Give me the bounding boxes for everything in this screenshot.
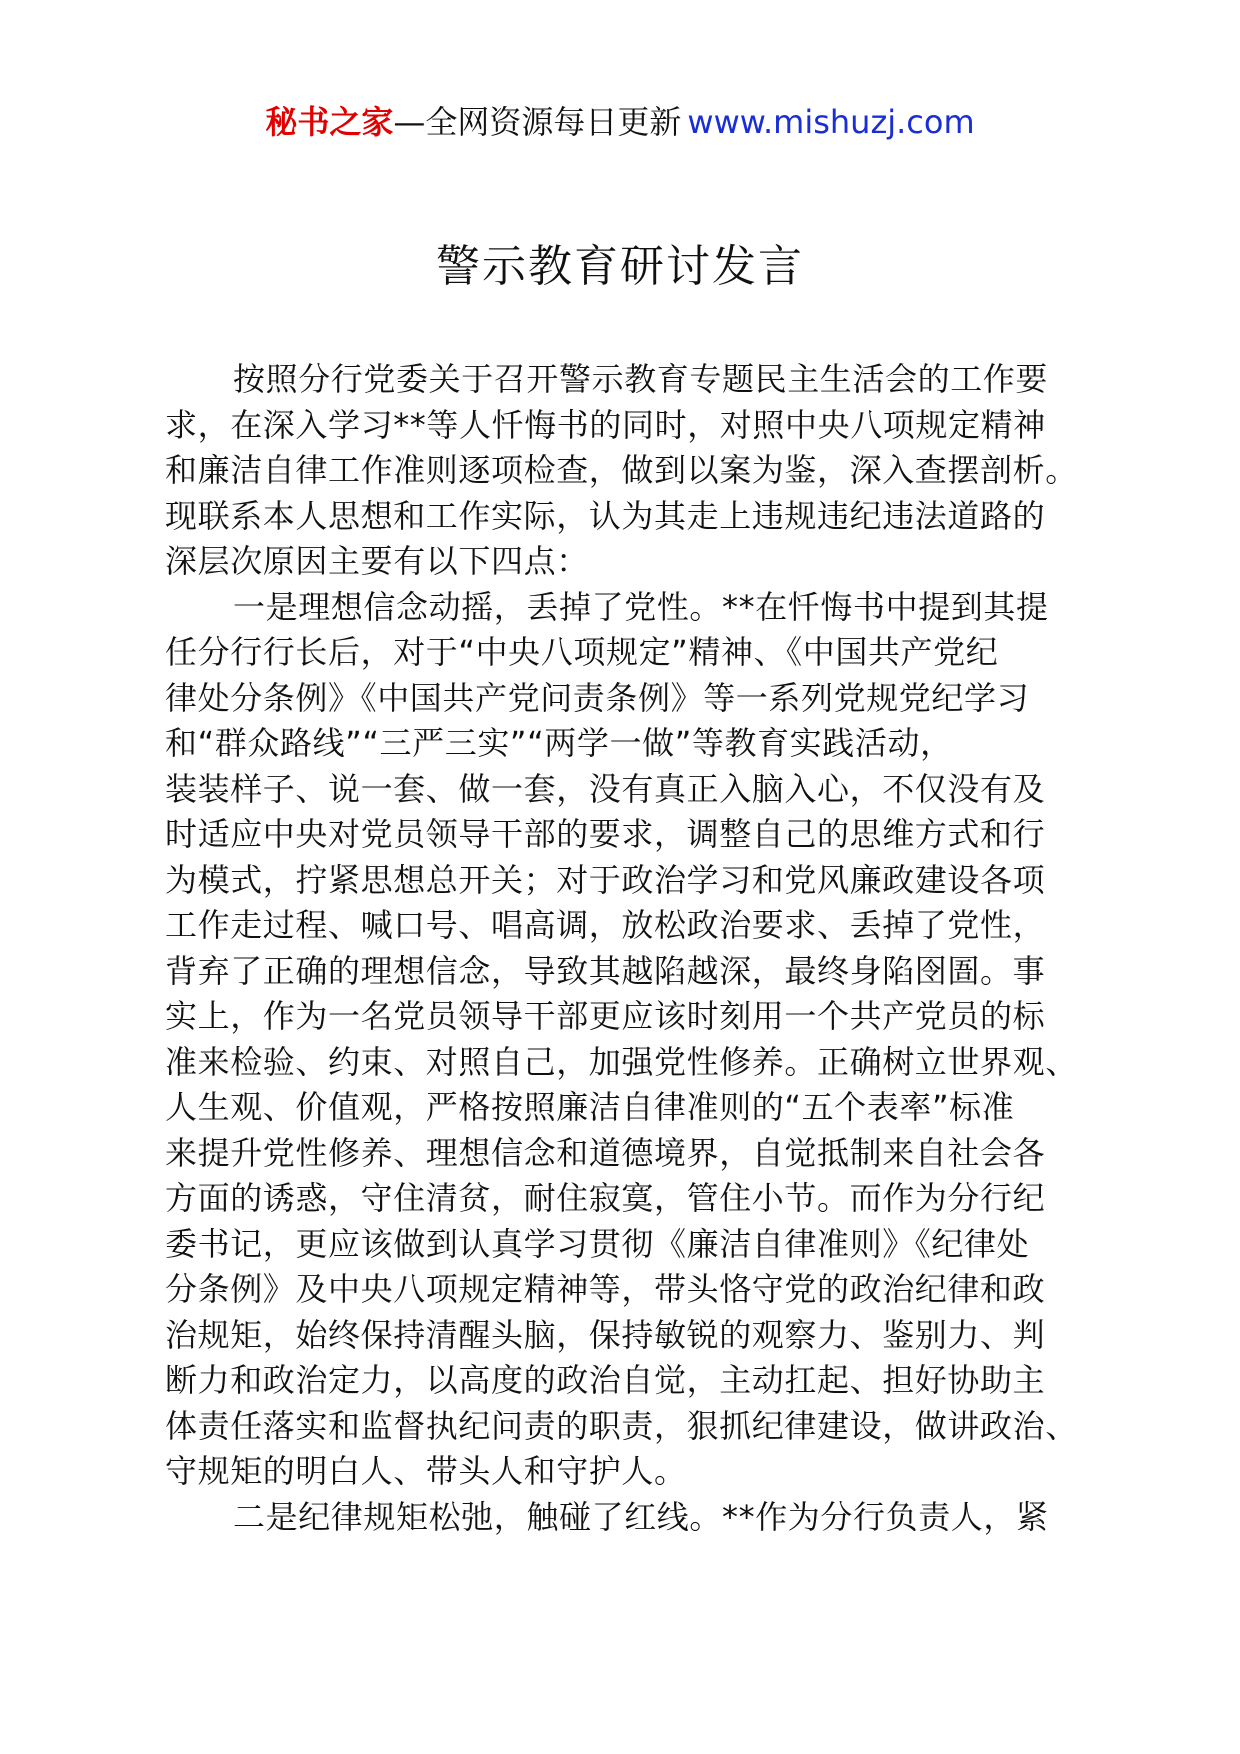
site-tagline: —全网资源每日更新: [393, 103, 682, 141]
paragraph-point-one-line: 人生观、价值观，严格按照廉洁自律准则的“五个表率”标准: [165, 1088, 1015, 1126]
paragraph-point-one-line: 为模式，拧紧思想总开关；对于政治学习和党风廉政建设各项: [165, 860, 1046, 899]
paragraph-point-one-line: 装装样子、说一套、做一套，没有真正入脑入心，不仅没有及: [165, 769, 1046, 808]
site-url-link[interactable]: www.mishuzj.com: [687, 103, 975, 141]
paragraph-point-one-line: 任分行行长后，对于“中央八项规定”精神、《中国共产党纪: [165, 633, 999, 671]
paragraph-point-one-line: 断力和政治定力，以高度的政治自觉，主动扛起、担好协助主: [165, 1361, 1046, 1399]
paragraph-point-one-line: 和“群众路线”“三严三实”“两学一做”等教育实践活动，: [165, 724, 953, 762]
paragraph-point-two-line: 二是纪律规矩松弛，触碰了红线。**作为分行负责人，紧: [233, 1497, 1049, 1536]
paragraph-intro-line: 现联系本人思想和工作实际，认为其走上违规违纪违法道路的: [165, 496, 1046, 535]
paragraph-intro-line: 深层次原因主要有以下四点：: [165, 542, 589, 580]
site-brand: 秘书之家: [265, 103, 394, 141]
paragraph-point-one-line: 时适应中央对党员领导干部的要求，调整自己的思维方式和行: [165, 815, 1046, 853]
paragraph-point-one-line: 一是理想信念动摇，丢掉了党性。**在忏悔书中提到其提: [233, 587, 1049, 626]
paragraph-intro-line: 和廉洁自律工作准则逐项检查，做到以案为鉴，深入查摆剖析。: [165, 451, 1078, 489]
paragraph-point-one-line: 背弃了正确的理想信念，导致其越陷越深，最终身陷囹圄。事: [165, 951, 1046, 990]
paragraph-point-one-line: 工作走过程、喊口号、唱高调，放松政治要求、丢掉了党性，: [165, 906, 1046, 944]
paragraph-intro-line: 按照分行党委关于召开警示教育专题民主生活会的工作要: [233, 360, 1049, 398]
paragraph-point-one-line: 方面的诱惑，守住清贫，耐住寂寞，管住小节。而作为分行纪: [165, 1179, 1046, 1217]
paragraph-intro-line: 求，在深入学习**等人忏悔书的同时，对照中央八项规定精神: [165, 405, 1046, 444]
paragraph-point-one-line: 委书记，更应该做到认真学习贯彻《廉洁自律准则》《纪律处: [165, 1224, 1030, 1263]
paragraph-point-one-line: 治规矩，始终保持清醒头脑，保持敏锐的观察力、鉴别力、判: [165, 1315, 1046, 1354]
paragraph-point-one-line: 分条例》及中央八项规定精神等，带头恪守党的政治纪律和政: [165, 1270, 1046, 1308]
paragraph-point-one-line: 体责任落实和监督执纪问责的职责，狠抓纪律建设，做讲政治、: [165, 1406, 1078, 1445]
paragraph-point-one-line: 律处分条例》《中国共产党问责条例》等一系列党规党纪学习: [165, 678, 1030, 717]
site-header: [0, 100, 1240, 144]
paragraph-point-one-line: 来提升党性修养、理想信念和道德境界，自觉抵制来自社会各: [165, 1133, 1046, 1172]
paragraph-point-one-line: 实上，作为一名党员领导干部更应该时刻用一个共产党员的标: [165, 997, 1046, 1035]
paragraph-point-one-line: 守规矩的明白人、带头人和守护人。: [165, 1452, 687, 1490]
document-body: [165, 357, 1085, 1540]
document-title: 警示教育研讨发言: [436, 241, 804, 292]
paragraph-point-one-line: 准来检验、约束、对照自己，加强党性修养。正确树立世界观、: [165, 1042, 1078, 1081]
